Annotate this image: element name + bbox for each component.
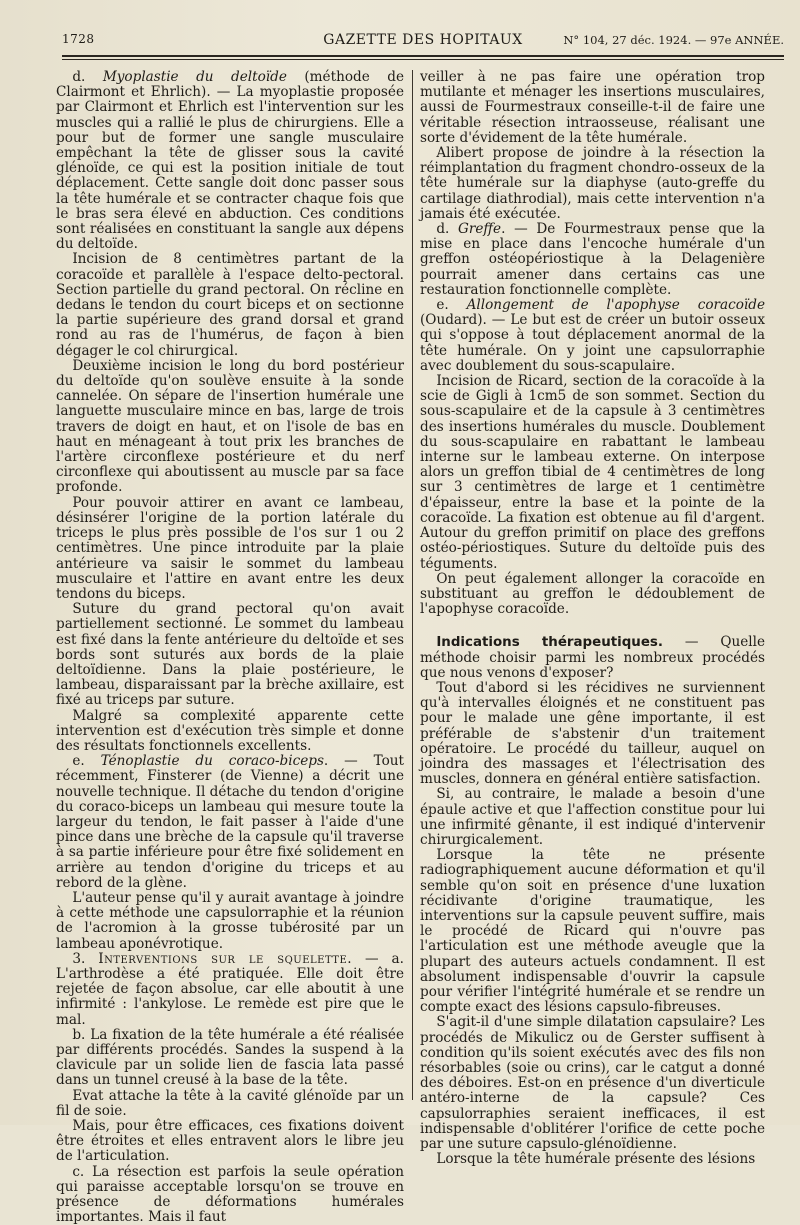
paragraph — [56, 252, 404, 358]
header-rule-thin — [62, 59, 784, 60]
paragraph-text: Incision de Ricard, section de la coracoïde à la scie de Gigli à 1cm5 de son sommet. Section du sous-scapulaire et de la capsule à 3 centimètres des insertions humérales du muscle. Doublement du sous-scapulaire en rabattant le lambeau interne sur le lambeau externe. On interpose alors un greffon tibial de 4 centimètres de long sur 3 centimètres de large et 1 centimètre d'épaisseur, entre la base et la pointe de la coracoïde. La fixation est obtenue au fil d'argent. Autour du greffon primitif on place des greffons ostéo-périostiques. Suture du deltoïde puis des téguments. — [420, 373, 765, 572]
issue-info: N° 104, 27 déc. 1924. — 97e ANNÉE. — [563, 33, 784, 47]
paragraph-text: Malgré sa complexité apparente cette intervention est d'exécution très simple et donne des résultats fonctionnels excellents. — [56, 707, 404, 754]
page-number: 1728 — [62, 32, 95, 46]
column-divider — [412, 70, 413, 1100]
paragraph-text: (Oudard). — Le but est de créer un butoir osseux qui s'oppose à tout déplacement anormal de la tête humérale. On y joint une capsulorraphie avec doublement du sous-scapulaire. — [420, 312, 765, 374]
left-column — [56, 69, 405, 1225]
paragraph — [56, 1165, 404, 1225]
paragraph-text: b. La fixation de la tête humérale a été réalisée par différents procédés. Sandes la suspend à la clavicule par un solide lien de fascia lata passé dans un tunnel creusé à la base de la tête. — [56, 1026, 404, 1089]
page-header — [62, 32, 784, 52]
paragraph — [420, 374, 765, 572]
paragraph-text: . — Tout récemment, Finsterer (de Vienne) a décrit une nouvelle technique. Il détache du tendon d'origine du coraco-biceps un lambeau qui mesure toute la largeur du tendon, le fait passer à l'aide d'une pince dans une brèche de la capsule qu'il traverse à sa partie inférieure pour être fixé solidement en arrière au tendon d'origine du triceps et au rebord de la glène. — [56, 753, 405, 891]
paragraph — [56, 1028, 404, 1089]
paragraph — [420, 70, 765, 146]
paragraph-text: . — De Fourmestraux pense que la mise en place dans l'encoche humérale d'un greffon ostéopériostique à la Delagenière pourrait amener dans certains cas une restauration fonctionnelle complète. — [420, 221, 765, 298]
paragraph-heading: Greffe — [458, 221, 502, 238]
paragraph-label: 3. — [72, 950, 99, 967]
paragraph — [56, 1119, 404, 1165]
paragraph-heading: Allongement de l'apophyse coracoïde — [466, 297, 765, 314]
journal-title: GAZETTE DES HOPITAUX — [323, 32, 523, 48]
paragraph — [420, 1015, 765, 1152]
paragraph — [420, 146, 765, 222]
paragraph-text: S'agit-il d'une simple dilatation capsulaire? Les procédés de Mikulicz ou de Gerster suffisent à condition qu'ils soient exécutés avec des fils non résorbables (soie ou crins), car le catgut a donné des déboires. Est-on en présence d'un diverticule antéro-interne de la capsule? Ces capsulorraphies seraient inefficaces, il est indispensable d'oblitérer l'orifice de cette poche par une suture capsulo-glénoïdienne. — [420, 1014, 765, 1153]
paragraph-text: Lorsque la tête humérale présente des lésions — [436, 1151, 756, 1168]
paragraph — [56, 70, 404, 252]
section-heading: Interventions sur le squelette. — [98, 950, 353, 967]
paragraph — [56, 1089, 404, 1119]
paragraph-text: veiller à ne pas faire une opération trop mutilante et ménager les insertions musculaires, aussi de Fourmestraux conseille-t-il de faire une véritable résection intraosseuse, réalisant une sorte d'évidement de la tête humérale. — [420, 69, 765, 146]
paragraph-label: d. — [436, 221, 459, 238]
section-heading: Indications thérapeutiques. — [436, 635, 663, 651]
paragraph-text: (méthode de Clairmont et Ehrlich). — La myoplastie proposée par Clairmont et Ehrlich est l'intervention sur les muscles qui a rallié le plus de chirurgiens. Elle a pour but de former une sangle musculaire empêchant la tête de glisser sous la cavité glénoïde, ce qui est la position initiale de tout déplacement. Cette sangle doit donc passer sous la tête humérale et se contracter chaque fois que le bras sera élevé en abduction. Ces conditions sont réalisées en constituant la sangle aux dépens du deltoïde. — [56, 69, 404, 253]
paragraph-text: Tout d'abord si les récidives ne surviennent qu'à intervalles éloignés et ne constituent pas pour le malade une gêne importante, il est préférable de s'abstenir d'un traitement opératoire. Le procédé du tailleur, auquel on joindra des massages et l'électrisation des muscles, donnera en général entière satisfaction. — [420, 679, 765, 788]
paragraph-text: Si, au contraire, le malade a besoin d'une épaule active et que l'affection constitue pour lui une infirmité gênante, il est indiqué d'intervenir chirurgicalement. — [420, 786, 765, 848]
paragraph-text: Lorsque la tête ne présente radiographiquement aucune déformation et qu'il semble qu'on soit en présence d'une luxation récidivante d'origine traumatique, les interventions sur la capsule peuvent suffire, mais le procédé de Ricard qui n'ouvre pas l'articulation est une méthode aveugle que la plupart des auteurs actuels condamnent. Il est absolument indispensable d'ouvrir la capsule pour vérifier l'intégrité humérale et se rendre un compte exact des lésions capsulo-fibreuses. — [420, 847, 765, 1016]
paragraph-text: c. La résection est parfois la seule opération qui paraisse acceptable lorsqu'on se trouve en présence de déformations humérales importantes. Mais il faut — [56, 1163, 404, 1225]
paragraph — [420, 848, 765, 1015]
paragraph — [56, 952, 404, 1028]
paragraph-text: Suture du grand pectoral qu'on avait partiellement sectionné. Le sommet du lambeau est fixé dans la fente antérieure du deltoïde et ses bords sont suturés aux bords de la plaie deltoïdienne. Dans la plaie postérieure, le lambeau, disparaissant par la brèche axillaire, est fixé au triceps par suture. — [56, 601, 404, 709]
paragraph-heading: Ténoplastie du coraco-biceps — [100, 753, 324, 770]
paragraph — [56, 602, 404, 708]
paragraph — [56, 496, 404, 602]
right-column — [420, 69, 765, 1168]
paragraph — [420, 681, 765, 787]
paragraph — [56, 359, 404, 496]
paragraph — [420, 298, 765, 374]
paragraph-text: On peut également allonger la coracoïde en substituant au greffon le dédoublement de l'apophyse coracoïde. — [420, 570, 765, 618]
paragraph-text: Incision de 8 centimètres partant de la coracoïde et parallèle à l'espace delto-pectoral. Section partielle du grand pectoral. On récline en dedans le tendon du court biceps et on sectionne la partie supérieure des grand dorsal et grand rond au ras de l'humérus, de façon à bien dégager le col chirurgical. — [56, 251, 404, 359]
paragraph-text: — Quelle méthode choisir parmi les nombreux procédés que nous venons d'exposer? — [420, 634, 765, 681]
paragraph-text: Mais, pour être efficaces, ces fixations doivent être étroites et elles entravent alors le libre jeu de l'articulation. — [56, 1118, 404, 1165]
paragraph-text: L'auteur pense qu'il y aurait avantage à joindre à cette méthode une capsulorraphie et la réunion de l'acromion à la grosse tubérosité par un lambeau aponévrotique. — [56, 889, 404, 952]
paragraph — [56, 891, 404, 952]
paragraph — [420, 787, 765, 848]
paragraph-text: — a. L'arthrodèse a été pratiquée. Elle doit être rejetée de façon absolue, car elle aboutit à une infirmité : l'ankylose. Le remède est pire que le mal. — [56, 950, 404, 1028]
paragraph — [420, 222, 765, 298]
paragraph-text: Alibert propose de joindre à la résection la réimplantation du fragment chondro-osseux de la tête humérale sur la diaphyse (auto-greffe du cartilage diathrodial), mais cette intervention n'a jamais été exécutée. — [420, 145, 765, 222]
paragraph-heading: Myoplastie du deltoïde — [102, 69, 287, 85]
paragraph-label: e. — [72, 753, 101, 770]
paragraph — [56, 754, 404, 891]
paragraph-label: d. — [72, 69, 103, 85]
paragraph — [420, 1152, 765, 1167]
header-rule-thick — [62, 55, 784, 57]
paragraph — [56, 709, 404, 755]
paragraph-text: Pour pouvoir attirer en avant ce lambeau, désinsérer l'origine de la portion latérale du triceps le plus près possible de l'os sur 1 ou 2 centimètres. Une pince introduite par la plaie antérieure va saisir le sommet du lambeau musculaire et l'attire en avant entre les deux tendons du biceps. — [56, 494, 404, 602]
paragraph — [420, 635, 765, 681]
paragraph — [420, 572, 765, 618]
paragraph-text: Evat attache la tête à la cavité glénoïde par un fil de soie. — [56, 1087, 404, 1119]
paragraph-label: e. — [436, 297, 467, 314]
paragraph-text: Deuxième incision le long du bord postérieur du deltoïde qu'on soulève ensuite à la sonde cannelée. On sépare de l'insertion humérale une languette musculaire mince en bas, large de trois travers de doigt en haut, et on l'isole de bas en haut en ménageant à tout prix les branches de l'artère circonflexe postérieure et du nerf circonflexe qui aboutissent au muscle par sa face profonde. — [56, 357, 404, 496]
